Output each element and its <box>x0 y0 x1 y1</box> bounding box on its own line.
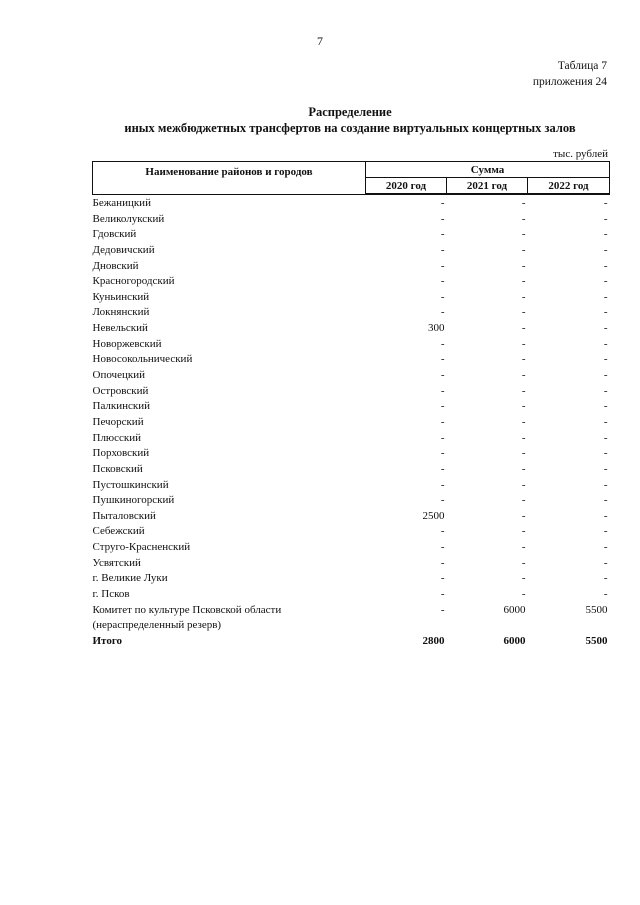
row-value-2022: - <box>603 478 608 491</box>
row-name: Новоржевский <box>92 337 162 350</box>
total-label: Итого <box>92 634 123 647</box>
row-value-2021: - <box>521 494 526 507</box>
header-year-2021: 2021 год <box>447 178 528 195</box>
row-name: г. Псков <box>92 588 130 601</box>
row-value-2022: - <box>603 322 608 335</box>
row-name: Красногородский <box>92 275 175 288</box>
row-value-2020: - <box>440 212 445 225</box>
row-value-2021: - <box>521 462 526 475</box>
table-row <box>93 337 610 353</box>
row-value-2022: - <box>603 400 608 413</box>
row-value-2022: - <box>603 243 608 256</box>
row-value-2022: - <box>603 494 608 507</box>
row-value-2022: - <box>603 212 608 225</box>
row-name: Пыталовский <box>92 509 156 522</box>
row-value-2021: - <box>521 322 526 335</box>
row-value-2020: - <box>440 588 445 601</box>
total-value-2022: 5500 <box>585 634 608 647</box>
row-value-2020: - <box>440 462 445 475</box>
table-row <box>93 384 610 400</box>
table-row <box>93 618 610 634</box>
row-value-2021: - <box>521 572 526 585</box>
header-year-2022: 2022 год <box>528 178 610 195</box>
row-name: Куньинский <box>92 290 150 303</box>
row-value-2020: - <box>440 259 445 272</box>
row-value-2022: - <box>603 259 608 272</box>
row-value-2022: - <box>603 431 608 444</box>
row-name: Невельский <box>92 322 148 335</box>
row-value-2022: - <box>603 337 608 350</box>
total-row <box>93 634 610 650</box>
row-value-2020: - <box>440 572 445 585</box>
row-value-2020: - <box>440 197 445 209</box>
row-value-2020: - <box>440 228 445 241</box>
row-name: Плюсский <box>92 431 142 444</box>
table-row <box>93 243 610 259</box>
row-value-2020: 2500 <box>422 509 445 522</box>
row-value-2020: - <box>440 447 445 460</box>
table-row <box>93 368 610 384</box>
table-row <box>93 571 610 587</box>
row-name: Локнянский <box>92 306 150 319</box>
table-body <box>93 194 610 650</box>
row-value-2020: - <box>440 478 445 491</box>
row-value-2020: - <box>440 384 445 397</box>
row-value-2022 <box>528 618 610 634</box>
row-value-2020: - <box>440 337 445 350</box>
row-value-2020: - <box>440 275 445 288</box>
row-value-2020 <box>366 618 447 634</box>
title-line-1: Распределение <box>308 105 392 119</box>
row-value-2022: - <box>603 588 608 601</box>
row-value-2022: - <box>603 197 608 209</box>
row-name: Пустошкинский <box>92 478 169 491</box>
row-value-2020: - <box>440 603 445 616</box>
distribution-table <box>92 161 610 650</box>
row-name: Островский <box>92 384 149 397</box>
row-value-2020: - <box>440 525 445 538</box>
row-name: Себежский <box>92 525 145 538</box>
row-value-2020: - <box>440 415 445 428</box>
table-row <box>93 212 610 228</box>
row-value-2022: - <box>603 525 608 538</box>
row-value-2021: - <box>521 275 526 288</box>
row-name: Порховский <box>92 447 150 460</box>
table-row <box>93 540 610 556</box>
row-value-2021: - <box>521 353 526 366</box>
row-value-2021: - <box>521 525 526 538</box>
table-row <box>93 399 610 415</box>
row-value-2020: - <box>440 494 445 507</box>
row-value-2021: 6000 <box>503 603 526 616</box>
row-value-2020: - <box>440 400 445 413</box>
table-row <box>93 493 610 509</box>
page-number: 7 <box>317 34 323 48</box>
row-value-2021: - <box>521 556 526 569</box>
row-value-2021: - <box>521 478 526 491</box>
row-name: Пушкиногорский <box>92 494 175 507</box>
row-value-2022: - <box>603 353 608 366</box>
table-row <box>93 227 610 243</box>
header-name: Наименование районов и городов <box>93 162 366 195</box>
table-row <box>93 321 610 337</box>
row-value-2022: - <box>603 556 608 569</box>
row-name: Комитет по культуре Псковской области <box>92 603 282 616</box>
row-value-2022: - <box>603 541 608 554</box>
table-row <box>93 524 610 540</box>
row-value-2021: - <box>521 197 526 209</box>
row-value-2021: - <box>521 212 526 225</box>
table-row <box>93 478 610 494</box>
row-value-2021: - <box>521 384 526 397</box>
table-row <box>93 290 610 306</box>
table-row <box>93 587 610 603</box>
row-value-2021: - <box>521 369 526 382</box>
row-value-2021: - <box>521 306 526 319</box>
table-header <box>93 162 610 195</box>
total-value-2021: 6000 <box>503 634 526 647</box>
row-value-2022: - <box>603 306 608 319</box>
row-name: Новосокольнический <box>92 353 193 366</box>
row-value-2021 <box>447 618 528 634</box>
row-name: Гдовский <box>92 228 137 241</box>
row-value-2022: - <box>603 572 608 585</box>
header-sum: Сумма <box>366 162 610 178</box>
row-value-2020: - <box>440 243 445 256</box>
row-value-2021: - <box>521 431 526 444</box>
row-value-2021: - <box>521 337 526 350</box>
row-value-2021: - <box>521 588 526 601</box>
row-value-2021: - <box>521 259 526 272</box>
row-value-2021: - <box>521 290 526 303</box>
row-name: г. Великие Луки <box>92 572 168 585</box>
row-value-2021: - <box>521 243 526 256</box>
units-label: тыс. рублей <box>553 148 608 160</box>
table-reference-line-1: Таблица 7 <box>557 60 607 72</box>
table-row <box>93 462 610 478</box>
row-value-2021: - <box>521 400 526 413</box>
row-value-2021: - <box>521 447 526 460</box>
row-value-2022: - <box>603 384 608 397</box>
table-row <box>93 194 610 212</box>
row-name: (нераспределенный резерв) <box>92 619 222 632</box>
table-row <box>93 603 610 619</box>
table-row <box>93 352 610 368</box>
table-reference <box>533 58 607 90</box>
row-value-2022: - <box>603 275 608 288</box>
row-value-2022: - <box>603 290 608 303</box>
row-name: Струго-Красненский <box>92 541 191 554</box>
row-name: Великолукский <box>92 212 165 225</box>
table-row <box>93 556 610 572</box>
total-value-2020: 2800 <box>422 634 445 647</box>
row-value-2022: - <box>603 415 608 428</box>
row-name: Дедовичский <box>92 243 155 256</box>
table-row <box>93 415 610 431</box>
row-value-2022: - <box>603 447 608 460</box>
row-value-2020: - <box>440 431 445 444</box>
table-row <box>93 431 610 447</box>
row-value-2020: - <box>440 369 445 382</box>
row-value-2022: - <box>603 369 608 382</box>
row-name: Печорский <box>92 415 144 428</box>
table-row <box>93 274 610 290</box>
row-value-2020: 300 <box>428 322 445 335</box>
row-value-2022: - <box>603 228 608 241</box>
row-value-2020: - <box>440 541 445 554</box>
row-value-2021: - <box>521 228 526 241</box>
row-name: Бежаницкий <box>92 196 151 209</box>
title-line-2: иных межбюджетных трансфертов на создание виртуальных концертных залов <box>124 121 576 135</box>
row-name: Дновский <box>92 259 139 272</box>
row-value-2022: 5500 <box>585 603 608 616</box>
header-year-2020: 2020 год <box>366 178 447 195</box>
table-reference-line-2: приложения 24 <box>532 76 607 88</box>
table-row <box>93 446 610 462</box>
row-value-2020: - <box>440 290 445 303</box>
row-name: Усвятский <box>92 556 141 569</box>
table-row <box>93 259 610 275</box>
row-value-2022: - <box>603 509 608 522</box>
row-value-2021: - <box>521 509 526 522</box>
row-name: Опочецкий <box>92 369 145 382</box>
table-row <box>93 509 610 525</box>
row-value-2021: - <box>521 541 526 554</box>
row-value-2020: - <box>440 306 445 319</box>
document-title <box>0 104 640 136</box>
row-value-2020: - <box>440 353 445 366</box>
row-name: Палкинский <box>92 400 151 413</box>
row-value-2020: - <box>440 556 445 569</box>
row-value-2021: - <box>521 415 526 428</box>
table-row <box>93 305 610 321</box>
row-name: Псковский <box>92 462 143 475</box>
row-value-2022: - <box>603 462 608 475</box>
